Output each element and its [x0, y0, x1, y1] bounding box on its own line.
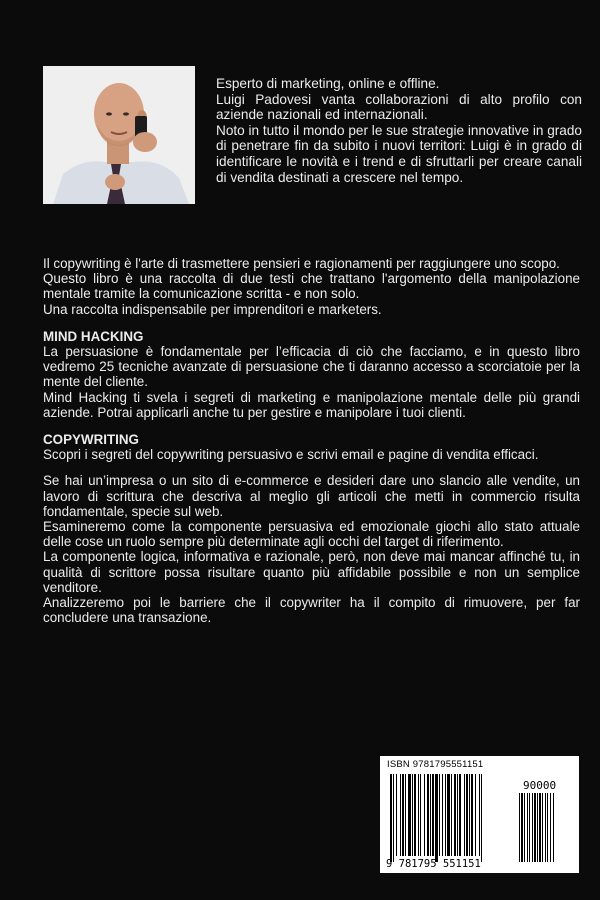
barcode-bar	[393, 774, 394, 862]
addon-bar	[550, 793, 551, 862]
barcode-bar	[454, 774, 456, 856]
copywriting-paragraph: La componente logica, informativa e razionale, però, non deve mai mancar affinché tu, in qualità di scrittore possa risultare quanto più affidabile possibile e non un semplice venditore.	[43, 549, 580, 595]
copywriting-lead: Scopri i segreti del copywriting persuasivo e scrivi email e pagine di vendita efficaci.	[43, 447, 539, 463]
intro-paragraph: Questo libro è una raccolta di due testi che trattano l'argomento della manipolazione mentale tramite la comunicazione scritta - e non solo.	[43, 271, 580, 302]
barcode-digits: 9 781795 551151	[386, 858, 481, 870]
barcode-bar	[457, 774, 458, 856]
barcode-bar	[414, 774, 416, 856]
barcode-bar	[390, 774, 392, 862]
barcode-bar	[420, 774, 421, 856]
addon-bar	[521, 793, 523, 862]
addon-bar	[545, 793, 546, 862]
bio-line: Noto in tutto il mondo per le sue strategie innovative in grado di penetrare fin da subito i nuovi territori: Luigi è in grado di identificare le novità e i trend e di sfruttarli per creare canali di vendita destinati a crescere nel tempo.	[216, 122, 582, 185]
author-bio	[216, 76, 582, 185]
barcode-bar	[469, 774, 470, 856]
copywriting-paragraph: Se hai un’impresa o un sito di e-commerce e desideri dare uno slancio alle vendite, un lavoro di scrittura che descriva al meglio gli articoli che metti in commercio risulta fondamentale, specie sul web.	[43, 473, 580, 519]
addon-bar	[553, 793, 554, 862]
barcode-bar	[439, 774, 440, 856]
bio-line: Esperto di marketing, online e offline.	[216, 76, 440, 91]
addon-bar	[534, 793, 536, 862]
barcode-bar	[396, 774, 397, 856]
addon-bar	[539, 793, 541, 862]
back-cover-text	[43, 256, 580, 625]
isbn-label: ISBN 9781795551151	[387, 759, 484, 770]
barcode-bar	[405, 774, 406, 856]
addon-bar	[532, 793, 533, 862]
price-code: 90000	[523, 779, 557, 792]
intro-paragraph: Una raccolta indispensabile per imprenditori e marketers.	[43, 301, 382, 317]
bio-line: Luigi Padovesi vanta collaborazioni di alto profilo con aziende nazionali ed internazionali.	[216, 91, 582, 123]
barcode-bar	[424, 774, 425, 856]
barcode-bar	[442, 774, 443, 856]
barcode-bar	[408, 774, 411, 856]
addon-bar	[524, 793, 525, 862]
addon-bar	[537, 793, 538, 862]
section-heading-mind-hacking: MIND HACKING	[43, 328, 144, 344]
barcode-bar	[464, 774, 465, 856]
barcode-bar	[475, 774, 476, 856]
barcode-bar	[418, 774, 419, 856]
barcode-bar	[451, 774, 452, 856]
section-heading-copywriting: COPYWRITING	[43, 432, 139, 448]
barcode-bar	[402, 774, 404, 856]
mind-hacking-paragraph: La persuasione è fondamentale per l’efficacia di ciò che facciamo, e in questo libro vedremo 25 tecniche avanzate di persuasione che ti daranno accesso a scorciatoie per la mente del cliente.	[43, 344, 580, 390]
intro-paragraph: Il copywriting è l'arte di trasmettere pensieri e ragionamenti per raggiungere uno scopo.	[43, 256, 560, 271]
barcode-bar	[479, 774, 480, 856]
barcode-bar	[459, 774, 461, 856]
barcode-bar	[471, 774, 473, 856]
author-portrait	[43, 66, 195, 204]
addon-bar	[547, 793, 548, 862]
barcode-bar	[447, 774, 450, 856]
barcode-bar	[400, 774, 401, 856]
barcode-bar	[466, 774, 468, 856]
addon-bar	[519, 793, 520, 862]
barcode-bar	[432, 774, 434, 856]
barcode-bar	[445, 774, 446, 856]
ean-bars	[390, 774, 482, 862]
barcode-bars	[380, 756, 579, 873]
barcode-bar	[430, 774, 431, 856]
mind-hacking-paragraph: Mind Hacking ti svela i segreti di marketing e manipolazione mentale delle più grandi aziende. Potrai applicarli anche tu per gestire e manipolare i tuoi clienti.	[43, 389, 580, 420]
author-photo	[43, 66, 195, 204]
addon-bar	[529, 793, 530, 862]
addon-bar	[527, 793, 528, 862]
isbn-barcode	[380, 756, 579, 873]
copywriting-paragraph: Esamineremo come la componente persuasiva ed emozionale giochi allo stato attuale delle cose un ruolo sempre più determinate agli occhi del target di riferimento.	[43, 519, 580, 550]
barcode-bar	[481, 774, 482, 862]
addon-bars	[519, 793, 554, 862]
barcode-bar	[412, 774, 413, 856]
barcode-bar	[427, 774, 429, 856]
barcode-bar	[435, 774, 438, 862]
addon-bar	[542, 793, 543, 862]
copywriting-paragraph: Analizzeremo poi le barriere che il copywriter ha il compito di rimuovere, per far concludere una transazione.	[43, 595, 580, 626]
